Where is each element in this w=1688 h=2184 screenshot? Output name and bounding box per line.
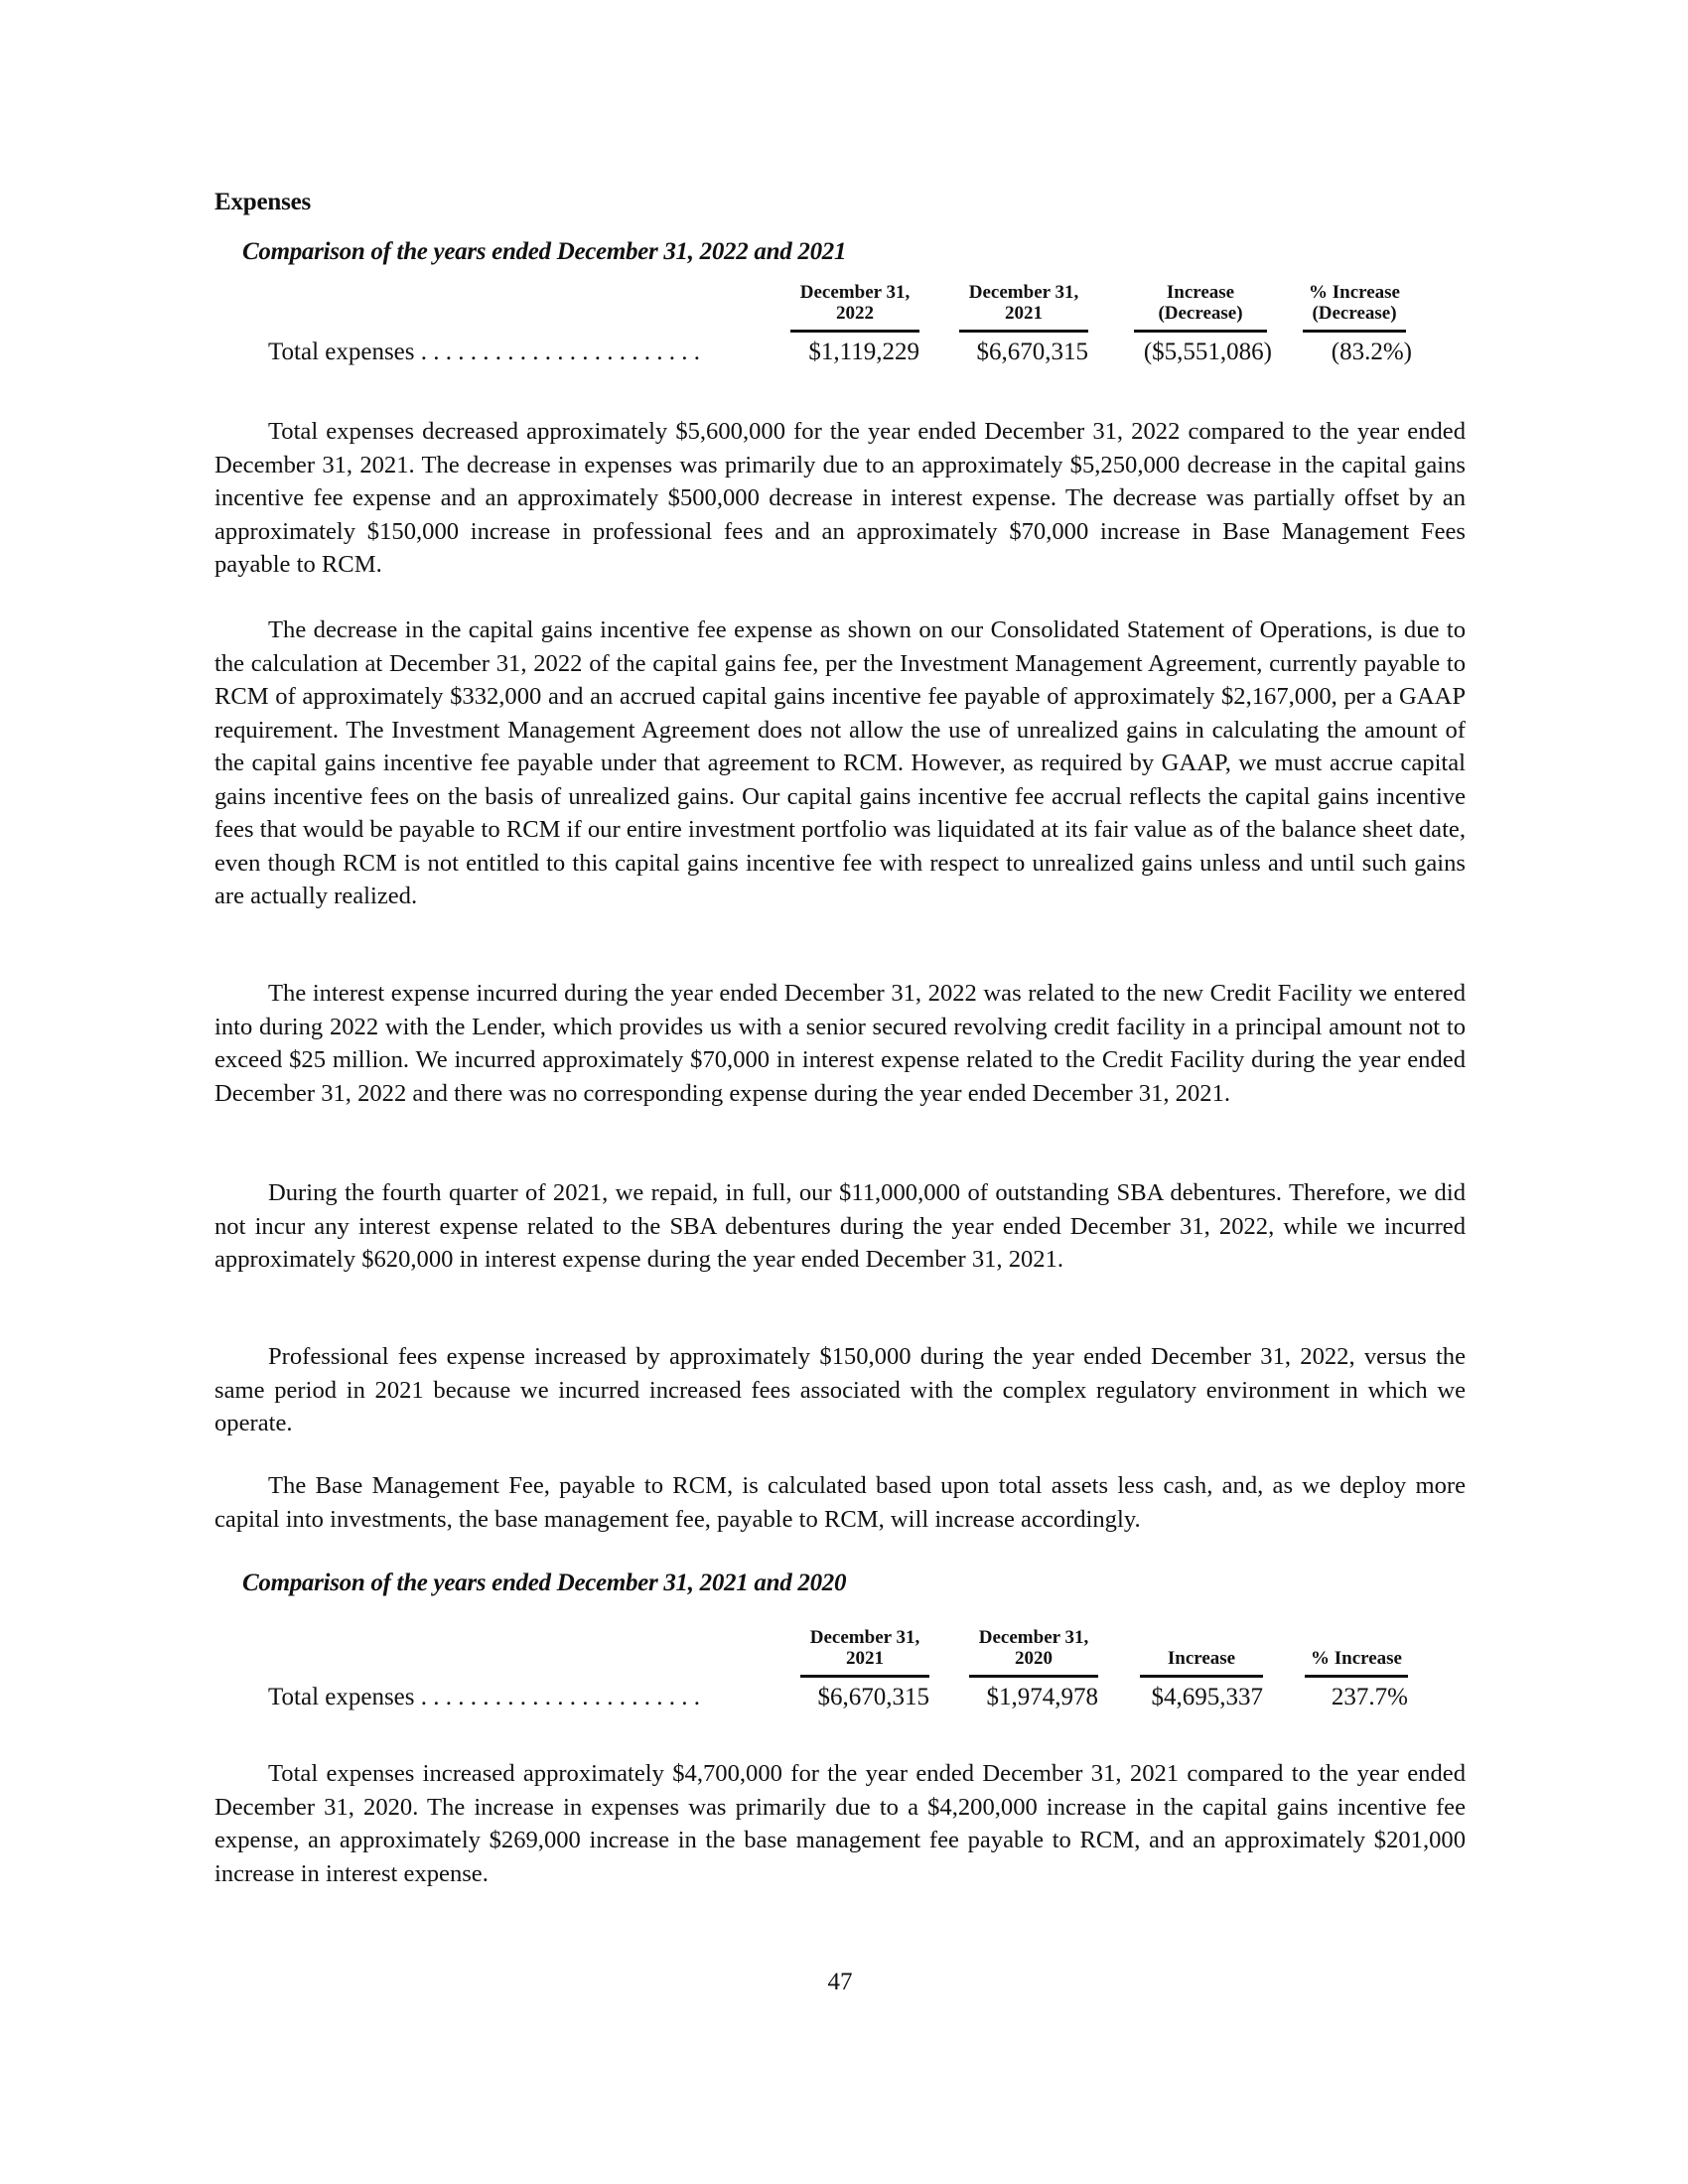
column-header: % Increase <box>1305 1627 1408 1678</box>
paragraph: The Base Management Fee, payable to RCM, is calculated based upon total assets less cash, and, as we deploy more capital into investments, the base management fee, payable to RCM, will increase accordingly. <box>214 1472 1466 1533</box>
column-header: Increase (Decrease) <box>1134 282 1267 333</box>
column-header: December 31, 2021 <box>800 1627 929 1678</box>
cell-value: ($5,551,086) <box>1143 339 1272 365</box>
cell-value: $1,974,978 <box>986 1684 1098 1710</box>
row-label-total-expenses: Total expenses . . . . . . . . . . . . . . . . . . . . . . . <box>268 1684 701 1710</box>
paragraph: The interest expense incurred during the year ended December 31, 2022 was related to the new Credit Facility we entered into during 2022 with the Lender, which provides us with a senior secured revolving credit facility in a principal amount not to exceed $25 million. We incurred approximately $70,000 in interest expense related to the Credit Facility during the year ended December 31, 2022 and there was no corresponding expense during the year ended December 31, 2021. <box>214 980 1466 1107</box>
column-header: December 31, 2020 <box>969 1627 1098 1678</box>
cell-value: 237.7% <box>1331 1684 1408 1710</box>
column-header: December 31, 2021 <box>959 282 1088 333</box>
column-header: December 31, 2022 <box>790 282 919 333</box>
cell-value: $6,670,315 <box>817 1684 929 1710</box>
cell-value: $4,695,337 <box>1151 1684 1263 1710</box>
cell-value: (83.2%) <box>1331 339 1412 365</box>
paragraph: During the fourth quarter of 2021, we repaid, in full, our $11,000,000 of outstanding SBA debentures. Therefore, we did not incur any interest expense related to the SBA debentures during the year ended December 31, 2022, while we incurred approximately $620,000 in interest expense during the year ended December 31, 2021. <box>214 1179 1466 1273</box>
page-number: 47 <box>827 1969 853 1995</box>
cell-value: $6,670,315 <box>976 339 1088 365</box>
subheading-comparison-2022-2021: Comparison of the years ended December 31, 2022 and 2021 <box>242 238 847 265</box>
row-label-total-expenses: Total expenses . . . . . . . . . . . . . . . . . . . . . . . <box>268 339 701 365</box>
paragraph: Total expenses decreased approximately $5,600,000 for the year ended December 31, 2022 compared to the year ended December 31, 2021. The decrease in expenses was primarily due to an approximately $5,250,000 decrease in the capital gains incentive fee expense and an approximately $500,000 decrease in interest expense. The decrease was partially offset by an approximately $150,000 increase in professional fees and an approximately $70,000 increase in Base Management Fees payable to RCM. <box>214 418 1466 578</box>
cell-value: $1,119,229 <box>808 339 919 365</box>
section-heading-expenses: Expenses <box>214 189 312 215</box>
paragraph: The decrease in the capital gains incentive fee expense as shown on our Consolidated Statement of Operations, is due to the calculation at December 31, 2022 of the capital gains fee, per the Investment Management Agreement, currently payable to RCM of approximately $332,000 and an accrued capital gains incentive fee payable of approximately $2,167,000, per a GAAP requirement. The Investment Management Agreement does not allow the use of unrealized gains in calculating the amount of the capital gains incentive fee payable under that agreement to RCM. However, as required by GAAP, we must accrue capital gains incentive fees on the basis of unrealized gains. Our capital gains incentive fee accrual reflects the capital gains incentive fees that would be payable to RCM if our entire investment portfolio was liquidated at its fair value as of the balance sheet date, even though RCM is not entitled to this capital gains incentive fee with respect to unrealized gains unless and until such gains are actually realized. <box>214 616 1466 909</box>
subheading-comparison-2021-2020: Comparison of the years ended December 31, 2021 and 2020 <box>242 1570 847 1596</box>
column-header: % Increase (Decrease) <box>1303 282 1406 333</box>
paragraph: Professional fees expense increased by approximately $150,000 during the year ended December 31, 2022, versus the same period in 2021 because we incurred increased fees associated with the complex regulatory environment in which we operate. <box>214 1343 1466 1436</box>
column-header: Increase <box>1140 1627 1263 1678</box>
paragraph: Total expenses increased approximately $4,700,000 for the year ended December 31, 2021 compared to the year ended December 31, 2020. The increase in expenses was primarily due to a $4,200,000 increase in the capital gains incentive fee expense, an approximately $269,000 increase in the base management fee payable to RCM, and an approximately $201,000 increase in interest expense. <box>214 1760 1466 1887</box>
